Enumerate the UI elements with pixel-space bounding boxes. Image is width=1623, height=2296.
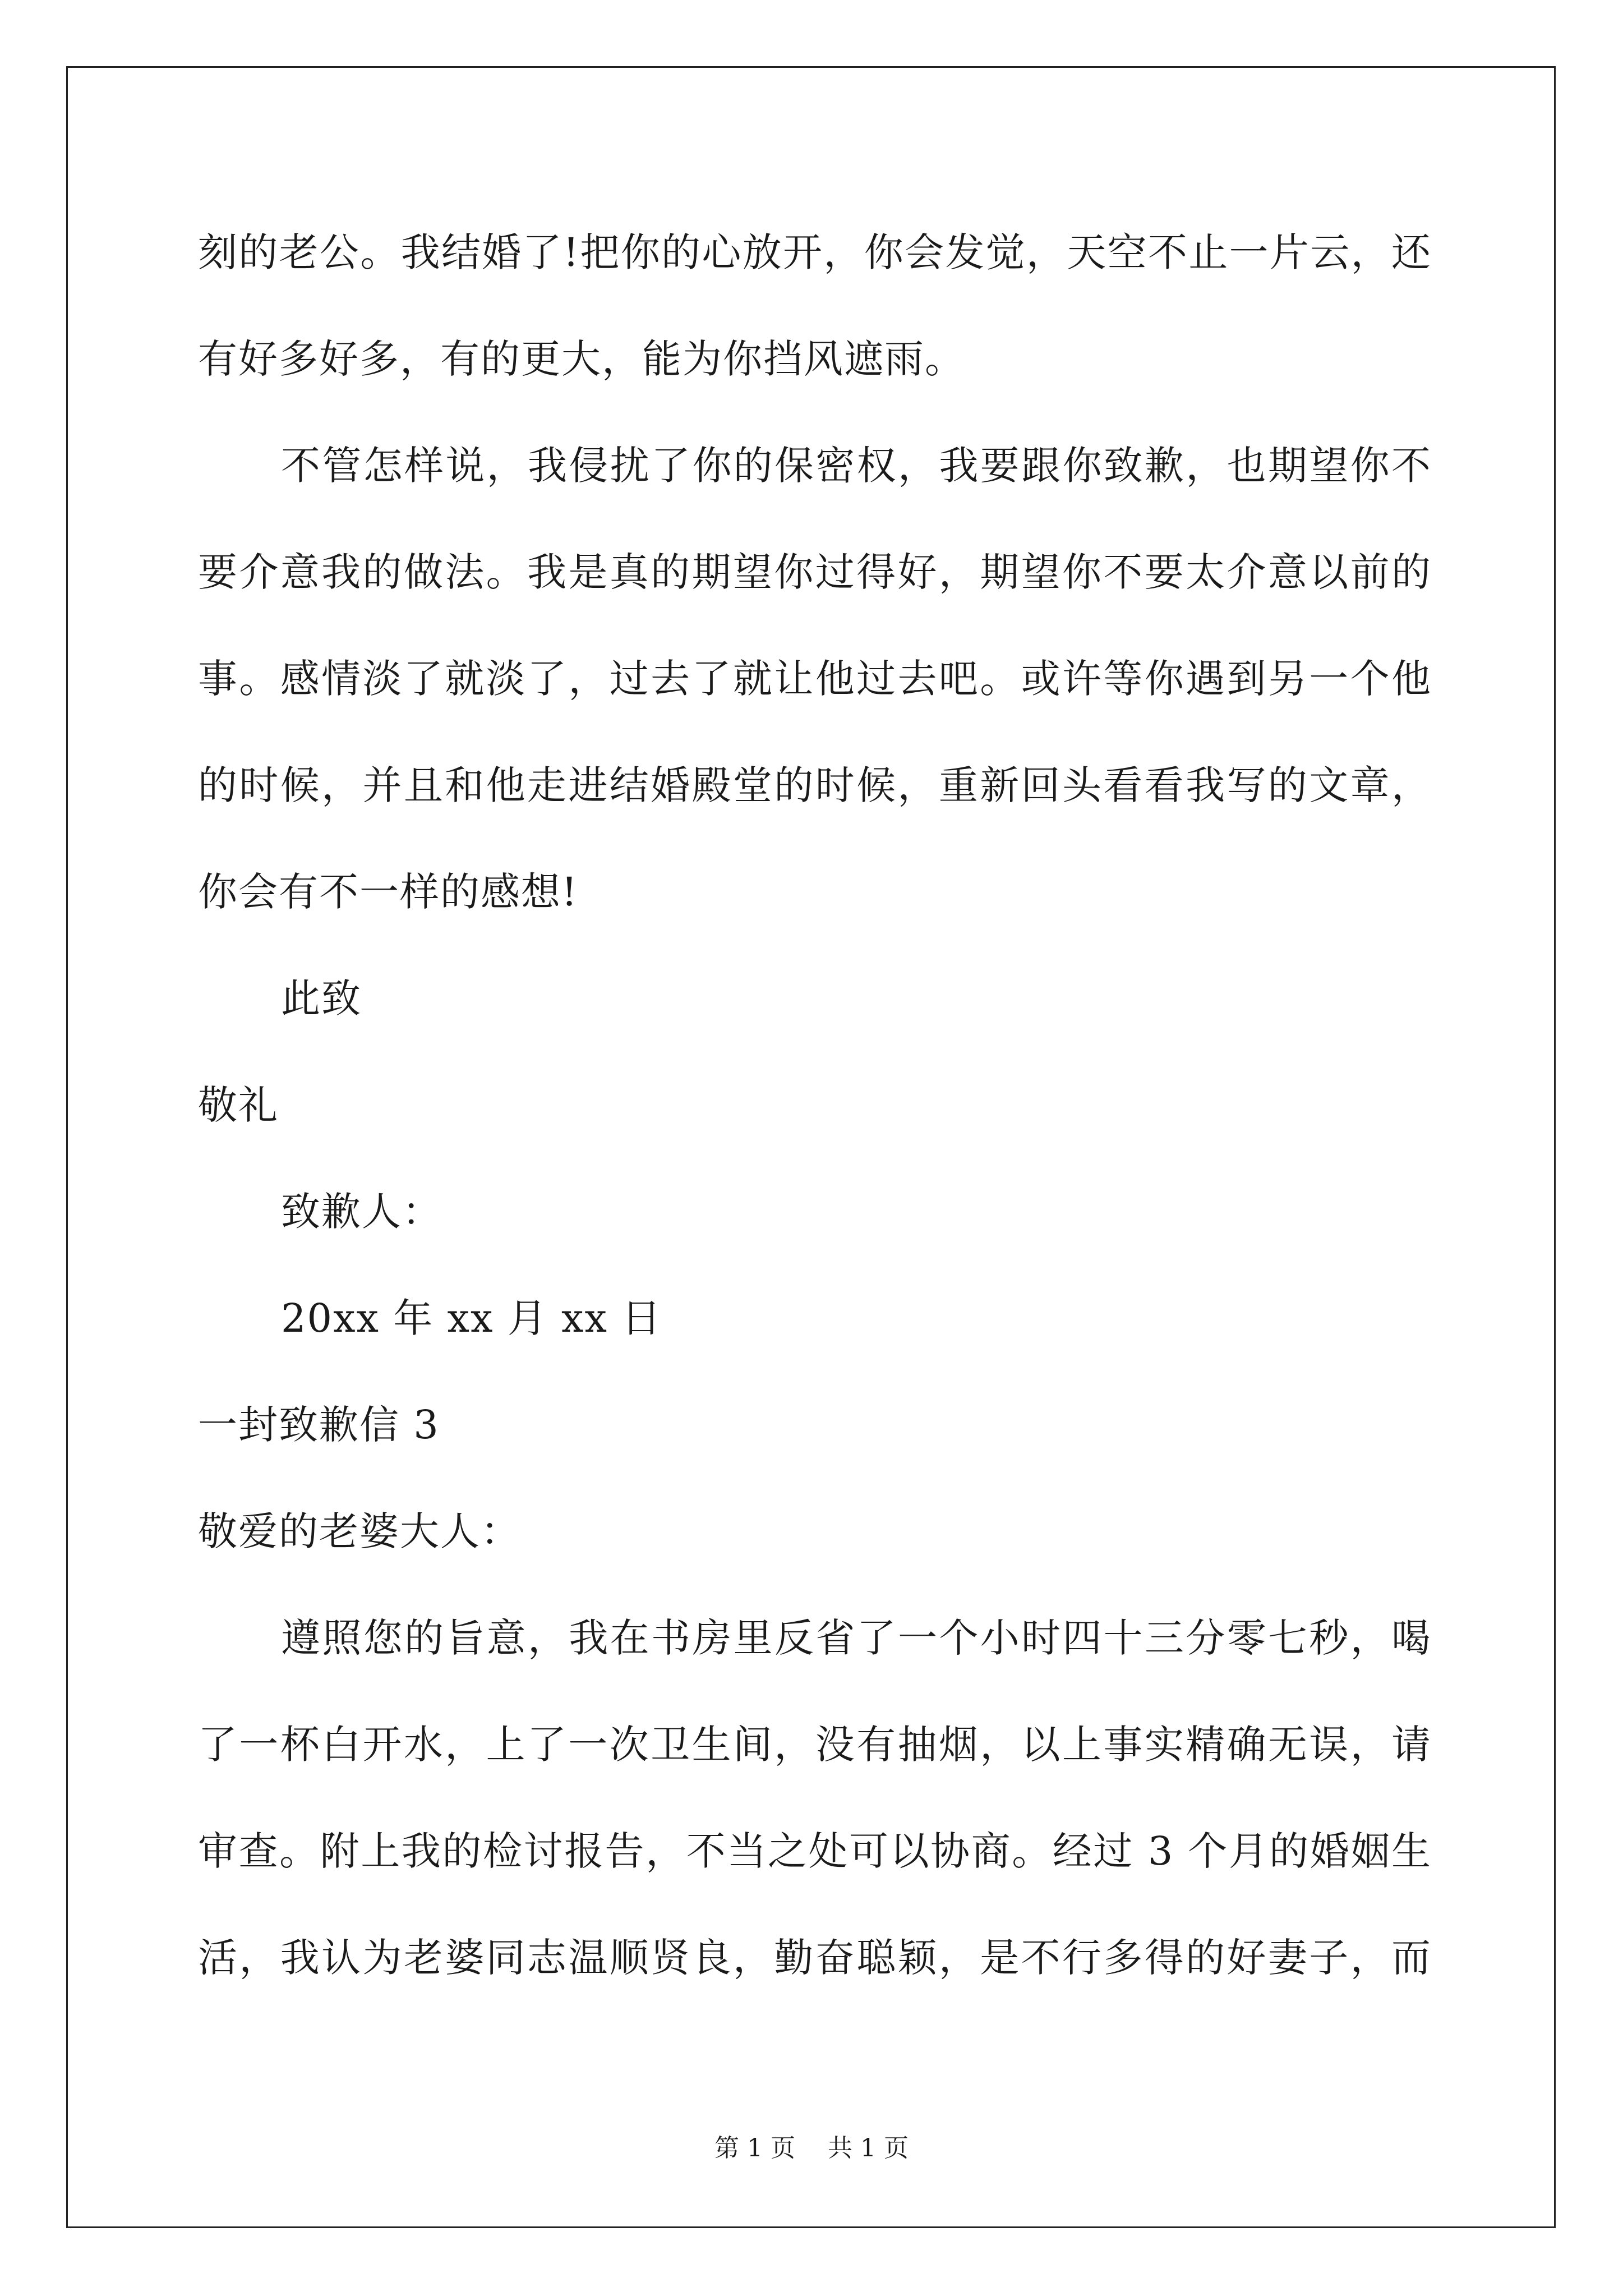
paragraph-line: 活，我认为老婆同志温顺贤良，勤奋聪颖，是不行多得的好妻子，而 [198,1935,1432,1981]
closing-salutation: 此致 [281,976,362,1022]
paragraph-line: 你会有不一样的感想! [198,869,579,915]
paragraph-line: 事。感情淡了就淡了，过去了就让他过去吧。或许等你遇到另一个他 [198,656,1432,702]
closing-regards: 敬礼 [198,1082,279,1128]
signature-label: 致歉人： [281,1189,442,1235]
paragraph-line: 不管怎样说，我侵扰了你的保密权，我要跟你致歉，也期望你不 [281,443,1432,489]
page-footer: 第 1 页 共 1 页 [714,2134,909,2162]
letter-date: 20xx 年 xx 月 xx 日 [281,1295,662,1341]
document-body [198,210,1432,2022]
section-heading: 一封致歉信 3 [198,1402,440,1448]
paragraph-line: 刻的老公。我结婚了!把你的心放开，你会发觉，天空不止一片云，还 [198,229,1432,275]
paragraph-line: 的时候，并且和他走进结婚殿堂的时候，重新回头看看我写的文章， [198,762,1432,808]
letter-greeting: 敬爱的老婆大人： [198,1508,521,1554]
paragraph-line: 遵照您的旨意，我在书房里反省了一个小时四十三分零七秒，喝 [281,1615,1432,1661]
paragraph-line: 要介意我的做法。我是真的期望你过得好，期望你不要太介意以前的 [198,549,1432,595]
paragraph-line: 了一杯白开水，上了一次卫生间，没有抽烟，以上事实精确无误，请 [198,1722,1432,1768]
paragraph-line: 有好多好多，有的更大，能为你挡风遮雨。 [198,336,965,382]
paragraph-line: 审查。附上我的检讨报告，不当之处可以协商。经过 3 个月的婚姻生 [198,1828,1432,1874]
